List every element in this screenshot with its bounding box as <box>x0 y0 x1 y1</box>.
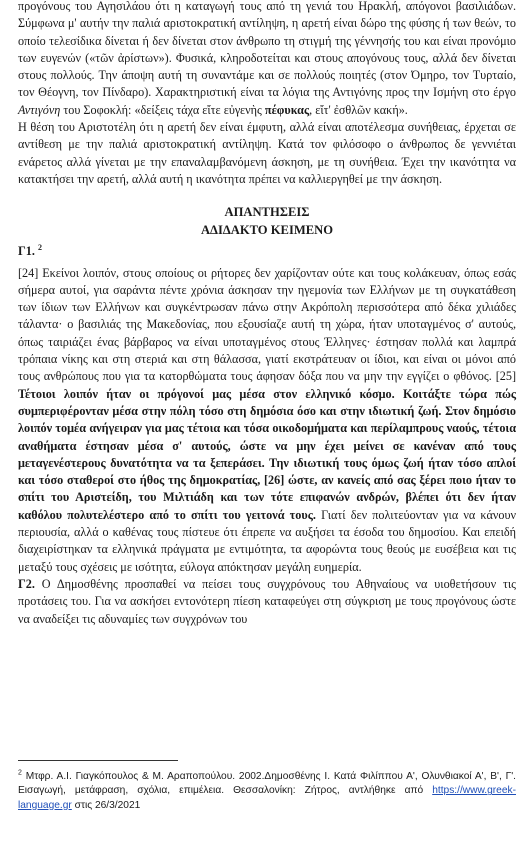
question-g2 <box>18 576 516 628</box>
g1-translation <box>18 265 516 576</box>
g1-label-text: Γ1. <box>18 244 35 259</box>
intro-text-b: του Σοφοκλή: «δείξεις τάχα εἴτε εὐγενὴς <box>60 102 265 117</box>
g1-text-b: Γιατί δεν πολιτεύονταν για να κάνουν περιουσία, αλλά ο καθένας τους πίστευε ότι έπρεπε να αυξήσει τα έσοδα του δημοσίου. Και επειδή διαχειρίστηκαν τα ελληνικά πράγματα με εντιμότητα, τα αφορώντα τους θεούς με ευσέβεια και τις μεταξύ τους σχέσεις με ισότητα, εύλογα απόκτησαν μεγάλη ευημερία. <box>18 507 516 574</box>
footnote-divider <box>18 760 178 761</box>
g2-label: Γ2. <box>18 576 35 591</box>
g1-bold-text: Τέτοιοι λοιπόν ήταν οι πρόγονοί μας μέσα στον ελληνικό κόσμο. Κοιτάξτε τώρα πώς συμπεριφέρονταν μέσα στην πόλη τόσο στη δημόσια όσο και στην ιδιωτική ζωή. Στον δημόσιο λοιπόν τομέα ανήγειραν για μας τέτοια και τόσα οικοδομήματα και περίλαμπρους ναούς, τέτοια αναθήματα έστησαν μέσα σ' αυτούς, ώστε να μην έχει μείνει σε κανέναν από τους μεταγενέστερους δυνατότητα να τα ξεπεράσει. Την ιδιωτική τους όμως ζωή ήταν τόσο απλοί και τόσο σταθεροί στο ήθος της δημοκρατίας, [26] ώστε, αν κανείς από σας ξέρει ποιο ήταν το σπίτι του Αριστείδη, του Μιλτιάδη και των τότε επιφανών ανδρών, βλέπει ότι δεν ήταν καθόλου πολυτελέστερο από το σπίτι του γειτονά τους. <box>18 386 516 522</box>
intro-paragraph-1 <box>18 0 516 119</box>
footnote-marker: 2 <box>18 769 22 777</box>
footnote-date: στις 26/3/2021 <box>71 799 141 811</box>
g2-text: Ο Δημοσθένης προσπαθεί να πείσει τους συγχρόνους του Αθηναίους να υιοθετήσουν τις προτάσεις του. Για να ασκήσει εντονότερη πίεση καταφεύγει στη σύγκριση με τους προγόνους ώστε να αναδείξει τις αδυναμίες των συγχρόνων του <box>18 576 516 626</box>
footnote-text: Μτφρ. Α.Ι. Γιαγκόπουλος & Μ. Αραποπούλου. 2002.Δημοσθένης Ι. Κατά Φιλίππου Α', Ολυνθιακοί Α', Β', Γ'. Εισαγωγή, μετάφραση, σχόλια, επιμέλεια. Θεσσαλονίκη: Ζήτρος, αντλήθηκε από <box>18 771 516 797</box>
g1-text-a: [24] Εκείνοι λοιπόν, στους οποίους οι ρήτορες δεν χαρίζονταν ούτε και τους κολάκευαν, όπως εσάς σήμερα αυτοί, για σαράντα πέντε χρόνια άσκησαν την ηγεμονία των Ελλήνων με τη συγκατάθεση των ίδιων των Ελλήνων και συγκέντρωσαν πάνω στην Ακρόπολη περισσότερα από δέκα χιλιάδες τάλαντα· ο βασιλιάς της Μακεδονίας, που εξουσίαζε αυτή τη χώρα, ήταν υποταγμένος σ' αυτούς, όπως ταιριάζει ένας βάρβαρος να είναι υποταγμένος στους Έλληνες· έστησαν πολλά και λαμπρά τρόπαια νίκης και στη στεριά και στη θάλασσα, γιατί εκστράτευαν οι ίδιοι, και είναι οι μόνοι από τους ανθρώπους που για τα κατορθώματα τους άφησαν δόξα που να μην την εγγίζει ο φθόνος. [25] <box>18 265 516 384</box>
footnote <box>18 770 516 813</box>
question-g1-label <box>18 243 516 260</box>
heading-answers: ΑΠΑΝΤΗΣΕΙΣ <box>224 205 310 220</box>
intro-text-a: προγόνους του Αγησιλάου ότι η καταγωγή τους από τη γενιά του Ηρακλή, απόγονοι βασιλιάδων. Σύμφωνα μ' αυτήν την παλιά αριστοκρατική αντίληψη, η αρετή είναι δώρο της φύσης ή των θεών, το οποίο τελεσίδικα δίνεται ή δεν δίνεται στον άνθρωπο τη στιγμή της γέννησής του και είναι προνόμιο των ευγενών («τῶν ἀρίστων»). Φυσικά, κληροδοτείται και στους απογόνους τους, αλλά δεν δίνεται στους πολλούς. Την άποψη αυτή τη συναντάμε και σε πολλούς ποιητές (στον Όμηρο, τον Τυρταίο, τον Θέογνη, τον Πίνδαρο). Χαρακτηριστική είναι τα λόγια της Αντιγόνης προς την Ισμήνη στο έργο <box>18 0 516 100</box>
emphasized-word: πέφυκας <box>264 102 310 117</box>
work-title-antigone: Αντιγόνη <box>18 102 61 117</box>
heading-unseen-text: ΑΔΙΔΑΚΤΟ ΚΕΙΜΕΝΟ <box>200 222 334 237</box>
intro-paragraph-2: Η θέση του Αριστοτέλη ότι η αρετή δεν είναι έμφυτη, αλλά είναι αποτέλεσμα συνήθειας, έρχεται σε αντίθεση με την παλιά αριστοκρατική αντίληψη. Κατά τον φιλόσοφο ο άνθρωπος δε γεννιέται ενάρετος αλλά γίνεται με την επαναλαμβανόμενη άσκηση, με τη συνήθεια. Έχει την ικανότητα να κατακτήσει την αρετή, αλλά αυτή η ικανότητα πρέπει να καλλιεργηθεί με την άσκηση. <box>18 120 516 186</box>
footnote-link[interactable]: https://www.greek-language.gr <box>18 785 516 811</box>
document-page <box>18 0 516 628</box>
intro-text-c: , εἴτ' ἐσθλῶν κακή». <box>309 102 408 117</box>
footnote-reference: 2 <box>37 243 42 253</box>
section-headings <box>18 204 516 239</box>
